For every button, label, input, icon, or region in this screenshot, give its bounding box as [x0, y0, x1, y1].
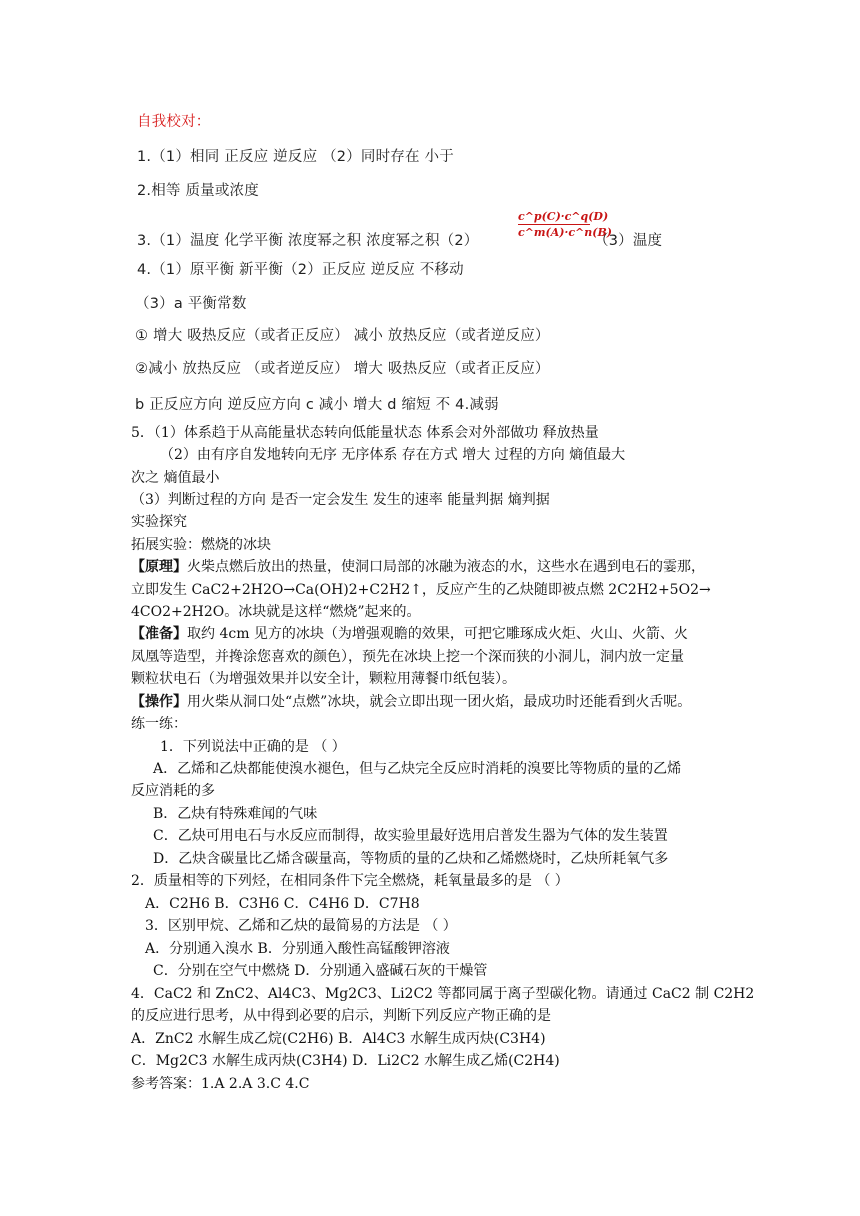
q1-option-d: D．乙炔含碳量比乙烯含碳量高，等物质的量的乙炔和乙烯燃烧时，乙炔所耗氧气多 — [153, 851, 669, 867]
q1-option-a-line-1: A．乙烯和乙炔都能使溴水褪色，但与乙炔完全反应时消耗的溴要比等物质的量的乙烯 — [153, 761, 682, 777]
q5-part3: （3）判断过程的方向 是否一定会发生 发生的速率 能量判据 熵判据 — [131, 492, 550, 508]
q1-option-a-line-2: 反应消耗的多 — [131, 783, 215, 799]
q5-part2-a: （2）由有序自发地转向无序 无序体系 存在方式 增大 过程的方向 熵值最大 — [160, 447, 626, 463]
q3-options-ab: A．分别通入溴水 B．分别通入酸性高锰酸钾溶液 — [145, 941, 450, 957]
principle-text-1: 火柴点燃后放出的热量，使洞口局部的冰融为液态的水，这些水在遇到电石的霎那， — [187, 559, 705, 575]
prep-line-2: 凤凰等造型，并搀涂您喜欢的颜色），预先在冰块上挖一个深而狭的小洞儿，洞内放一定量 — [131, 649, 684, 665]
self-check-line-8: b 正反应方向 逆反应方向 c 减小 增大 d 缩短 不 4.减弱 — [135, 397, 499, 413]
self-check-line-3a: 3.（1）温度 化学平衡 浓度幂之积 浓度幂之积（2） — [137, 233, 479, 249]
principle-line-1 — [131, 557, 705, 577]
q3-options-cd: C．分别在空气中燃烧 D．分别通入盛碱石灰的干燥管 — [153, 963, 488, 979]
operation-line — [131, 692, 691, 712]
prep-line-3: 颗粒状电石（为增强效果并以安全计，颗粒用薄餐巾纸包装）。 — [131, 671, 516, 687]
question-1: 1．下列说法中正确的是 （ ） — [160, 739, 346, 755]
question-4-line-1: 4．CaC2 和 ZnC2、Al4C3、Mg2C3、Li2C2 等都同属于离子型碳化物。请通过 CaC2 制 C2H2 — [131, 986, 755, 1002]
q2-options: A．C2H6 B．C3H6 C．C4H6 D．C7H8 — [145, 896, 420, 912]
principle-line-3: 4CO2+2H2O。冰块就是这样“燃烧”起来的。 — [131, 604, 421, 620]
q4-options-ab: A．ZnC2 水解生成乙烷(C2H6) B．Al4C3 水解生成丙炔(C3H4) — [131, 1031, 546, 1047]
prep-label: 【准备】 — [131, 626, 187, 642]
fraction-numerator: c^p(C)·c^q(D) — [518, 210, 609, 223]
question-3: 3．区别甲烷、乙烯和乙炔的最简易的方法是 （ ） — [145, 918, 457, 934]
self-check-line-1: 1.（1）相同 正反应 逆反应 （2）同时存在 小于 — [137, 149, 454, 165]
answer-key: 参考答案：1.A 2.A 3.C 4.C — [131, 1076, 310, 1092]
extension-experiment-title: 拓展实验：燃烧的冰块 — [131, 537, 271, 553]
fraction-denominator: c^m(A)·c^n(B) — [518, 226, 612, 239]
principle-label: 【原理】 — [131, 559, 187, 575]
fraction-bar — [518, 224, 590, 225]
self-check-line-7: ②减小 放热反应 （或者逆反应） 增大 吸热反应（或者正反应） — [135, 361, 550, 377]
operation-text: 用火柴从洞口处“点燃”冰块，就会立即出现一团火焰，最成功时还能看到火舌呢。 — [187, 694, 692, 710]
self-check-line-2: 2.相等 质量或浓度 — [137, 183, 259, 199]
q4-options-cd: C．Mg2C3 水解生成丙炔(C3H4) D．Li2C2 水解生成乙烯(C2H4) — [131, 1053, 560, 1069]
practice-heading: 练一练： — [131, 716, 187, 732]
q5-part1: 5．（1）体系趋于从高能量状态转向低能量状态 体系会对外部做功 释放热量 — [131, 425, 599, 441]
q5-part2-b: 次之 熵值最小 — [131, 470, 220, 486]
self-check-line-5: （3）a 平衡常数 — [135, 296, 247, 312]
prep-text-1: 取约 4cm 见方的冰块（为增强观瞻的效果，可把它雕琢成火炬、火山、火箭、火 — [187, 626, 688, 642]
self-check-line-3b: （3）温度 — [594, 233, 663, 249]
operation-label: 【操作】 — [131, 694, 187, 710]
question-2: 2．质量相等的下列烃，在相同条件下完全燃烧，耗氧量最多的是 （ ） — [131, 873, 569, 889]
q1-option-b: B．乙炔有特殊难闻的气味 — [153, 806, 318, 822]
question-4-line-2: 的反应进行思考，从中得到必要的启示，判断下列反应产物正确的是 — [131, 1008, 551, 1024]
self-check-line-4: 4.（1）原平衡 新平衡（2）正反应 逆反应 不移动 — [137, 262, 464, 278]
q1-option-c: C．乙炔可用电石与水反应而制得，故实验里最好选用启普发生器为气体的发生装置 — [153, 828, 668, 844]
experiment-heading: 实验探究 — [131, 514, 187, 530]
prep-line-1 — [131, 624, 688, 644]
equilibrium-constant-fraction — [518, 210, 612, 239]
self-check-line-6: ① 增大 吸热反应（或者正反应） 减小 放热反应（或者逆反应） — [135, 328, 550, 344]
principle-line-2: 立即发生 CaC2+2H2O→Ca(OH)2+C2H2↑，反应产生的乙炔随即被点燃 2C2H2+5O2→ — [131, 582, 711, 598]
self-check-title: 自我校对： — [137, 114, 211, 130]
